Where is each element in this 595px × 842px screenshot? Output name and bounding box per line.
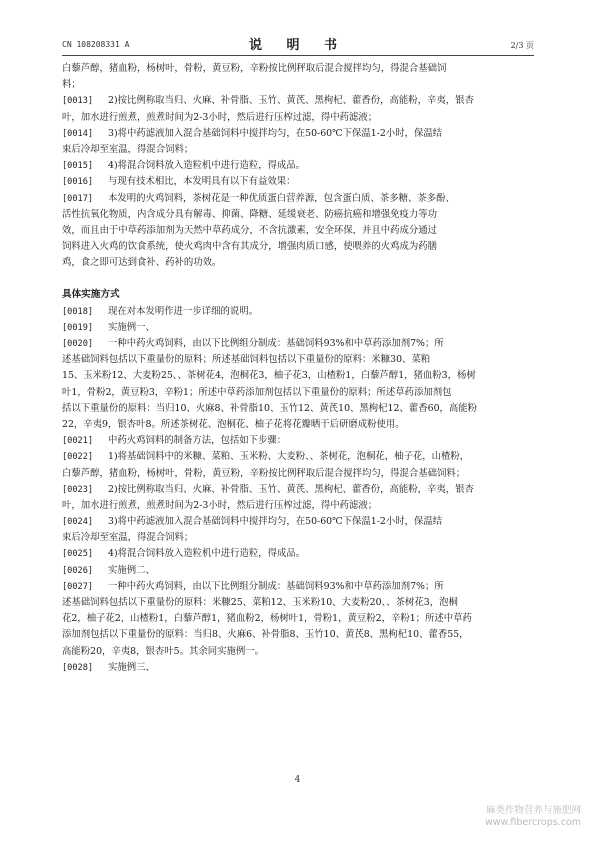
paragraph-text: 本发明的火鸡饲料，茶树花是一种优质蛋白营养源，包含蛋白质、茶多糖、茶多酚、 (108, 192, 455, 204)
paragraph-number: [0013] (62, 96, 94, 107)
text-line (62, 110, 534, 126)
paragraph-text: 4)将混合饲料放入造粒机中进行造粒，得成品。 (108, 548, 306, 560)
paragraph-number: [0019] (62, 322, 94, 333)
paragraph-number: [0016] (62, 177, 94, 188)
text-line (62, 563, 534, 579)
text-line (62, 126, 534, 142)
paragraph-continuation: 述基础饲料包括以下重量份的原料：米糠25、菜粕12、玉米粉10、大麦粉20、、茶树花3，泡桐 (62, 597, 458, 608)
paragraph-continuation: 料； (62, 79, 81, 91)
paragraph-number: [0018] (62, 306, 94, 317)
paragraph-text: 2)按比例称取当归、火麻、补骨脂、玉竹、黄芪、黑枸杞、藿香份，高能粉，辛夷，银杏 (108, 483, 474, 495)
paragraph-continuation: 饲料进入火鸡的饮食系统，使火鸡肉中含有其成分，增强肉质口感，使喂养的火鸡成为药膳 (62, 241, 438, 253)
paragraph-continuation: 述基础饲料包括以下重量份的原料；所述基础饲料包括以下重量份的原料：米糠30、菜粕 (62, 354, 431, 366)
paragraph-text: 与现有技术相比，本发明具有以下有益效果： (108, 176, 296, 188)
text-line (62, 93, 534, 109)
page-header (62, 34, 534, 54)
paragraph-text: 3)将中药滤液加入混合基础饲料中搅拌均匀，在50-60℃下保温1-2小时，保温结 (108, 127, 443, 139)
text-line (62, 142, 534, 158)
text-line (62, 514, 534, 530)
watermark (485, 805, 581, 829)
section-heading: 具体实施方式 (62, 289, 120, 301)
paragraph-number: [0020] (62, 339, 94, 349)
paragraph-continuation: 叶1，骨粉2，黄豆粉3，辛粉1；所述中草药添加剂包括以下重量份的原料；所述草药添加剂包 (62, 386, 452, 398)
page-indicator: 2/3 页 (510, 41, 534, 50)
text-line (62, 433, 534, 449)
paragraph-continuation: 高能粉20，辛夷8，银杏叶5。其余同实施例一。 (62, 645, 264, 657)
paragraph-continuation: 22，辛夷9，银杏叶8。所述茶树花、泡桐花、柚子花将花瓣晒干后研磨成粉使用。 (62, 418, 405, 430)
text-line (62, 660, 534, 676)
paragraph-continuation: 添加剂包括以下重量份的原料：当归8、火麻6、补骨脂8、玉竹10、黄芪8、黑枸杞10、藿香55， (62, 629, 469, 641)
text-line (62, 304, 534, 320)
paragraph-number: [0021] (62, 436, 94, 447)
paragraph-text: 实施例三、 (108, 661, 155, 673)
paragraph-text: 4)将混合饲料放入造粒机中进行造粒，得成品。 (108, 160, 306, 172)
text-line (62, 239, 534, 255)
paragraph-continuation: 鸡，食之即可达到食补、药补的功效。 (62, 257, 222, 269)
paragraph-text: 一种中药火鸡饲料，由以下比例组分制成：基础饲料93%和中草药添加剂7%；所 (108, 338, 444, 349)
page-number: 4 (294, 775, 301, 785)
text-line (62, 336, 534, 352)
paragraph-number: [0027] (62, 581, 94, 592)
text-line (62, 207, 534, 223)
paragraph-text: 2)按比例称取当归、火麻、补骨脂、玉竹、黄芪、黑枸杞、藿香份，高能粉，辛夷，银杏 (108, 95, 474, 107)
paragraph-continuation: 花2，柚子花2，山楂粉1，白藜芦醇1，猪血粉2，杨树叶1，骨粉1，黄豆粉2，辛粉1；所述中草药 (62, 613, 472, 625)
text-line (62, 368, 534, 384)
paragraph-number: [0024] (62, 517, 94, 528)
paragraph-number: [0015] (62, 161, 94, 172)
document-title: 说 明 书 (248, 38, 348, 53)
paragraph-continuation: 效，而且由于中草药添加剂为天然中草药成分，不含抗激素，安全环保，并且中药成分通过 (62, 224, 438, 236)
paragraph-text: 一种中药火鸡饲料，由以下比例组分制成：基础饲料93%和中草药添加剂7%；所 (108, 580, 444, 592)
text-line (62, 191, 534, 207)
paragraph-text: 3)将中药滤液加入混合基础饲料中搅拌均匀，在50-60℃下保温1-2小时，保温结 (108, 516, 443, 528)
paragraph-number: [0022] (62, 452, 94, 463)
text-line (62, 644, 534, 660)
paragraph-continuation: 15、玉米粉12、大麦粉25、、茶树花4，泡桐花3，柚子花3，山楂粉1，白藜芦醇1，猪血粉3，杨树 (62, 370, 476, 382)
text-line (62, 546, 534, 562)
text-line (62, 255, 534, 271)
text-line (62, 466, 534, 482)
text-line (62, 498, 534, 514)
paragraph-number: [0025] (62, 549, 94, 560)
text-line (62, 449, 534, 465)
paragraph-continuation: 束后冷却至室温，得混合饲料； (62, 143, 194, 155)
text-line (62, 158, 534, 174)
watermark-site-name: 麻类作物营养与施肥网 (485, 805, 581, 816)
text-line (62, 595, 534, 611)
text-line (62, 579, 534, 595)
paragraph-number: [0023] (62, 484, 94, 495)
paragraph-text: 实施例二、 (108, 564, 155, 576)
text-line (62, 482, 534, 498)
paragraph-text: 中药火鸡饲料的制备方法，包括如下步骤： (108, 435, 287, 447)
text-line (62, 77, 534, 93)
header-divider (62, 55, 534, 56)
text-line (62, 174, 534, 190)
paragraph-text: 实施例一、 (108, 321, 155, 333)
paragraph-continuation: 白藜芦醇，猪血粉，杨树叶，骨粉，黄豆粉，辛粉按比例秤取后混合搅拌均匀，得混合基础饲 (62, 63, 447, 74)
text-line (62, 611, 534, 627)
paragraph-continuation: 束后冷却至室温，得混合饲料； (62, 532, 194, 544)
text-line (62, 530, 534, 546)
text-line (62, 320, 534, 336)
document-body (62, 61, 534, 676)
text-line (62, 352, 534, 368)
paragraph-continuation: 白藜芦醇，猪血粉，杨树叶，骨粉，黄豆粉，辛粉按比例秤取后混合搅拌均匀，得混合基础饲料； (62, 467, 466, 479)
patent-number: CN 108208331 A (62, 40, 130, 49)
text-line (62, 401, 534, 417)
paragraph-number: [0026] (62, 565, 94, 576)
paragraph-number: [0014] (62, 128, 94, 139)
paragraph-number: [0017] (62, 193, 94, 204)
text-line (62, 627, 534, 643)
paragraph-number: [0028] (62, 662, 94, 673)
paragraph-continuation: 叶，加水进行煎煮，煎煮时间为2-3小时，然后进行压榨过滤，得中药滤液； (62, 499, 378, 511)
watermark-url: www.fibercrops.com (484, 817, 581, 828)
paragraph-continuation: 活性抗氧化物质，内含成分具有解毒、抑菌、降糖、延缓衰老、防癌抗癌和增强免疫力等功 (62, 208, 438, 220)
text-line (62, 61, 534, 77)
paragraph-text: 现在对本发明作进一步详细的说明。 (108, 305, 259, 317)
paragraph-text: 1)将基础饲料中的米糠、菜粕、玉米粉、大麦粉、、茶树花，泡桐花，柚子花，山楂粉， (108, 451, 470, 463)
paragraph-continuation: 叶，加水进行煎煮，煎煮时间为2-3小时，然后进行压榨过滤，得中药滤液； (62, 111, 378, 123)
paragraph-continuation: 括以下重量份的原料：当归10、火麻8、补骨脂10、玉竹12、黄芪10、黑枸杞12、藿香60，高能粉 (62, 402, 478, 414)
paragraph-spacer (62, 271, 534, 287)
section-heading-line (62, 287, 534, 303)
text-line (62, 385, 534, 401)
text-line (62, 417, 534, 433)
text-line (62, 223, 534, 239)
